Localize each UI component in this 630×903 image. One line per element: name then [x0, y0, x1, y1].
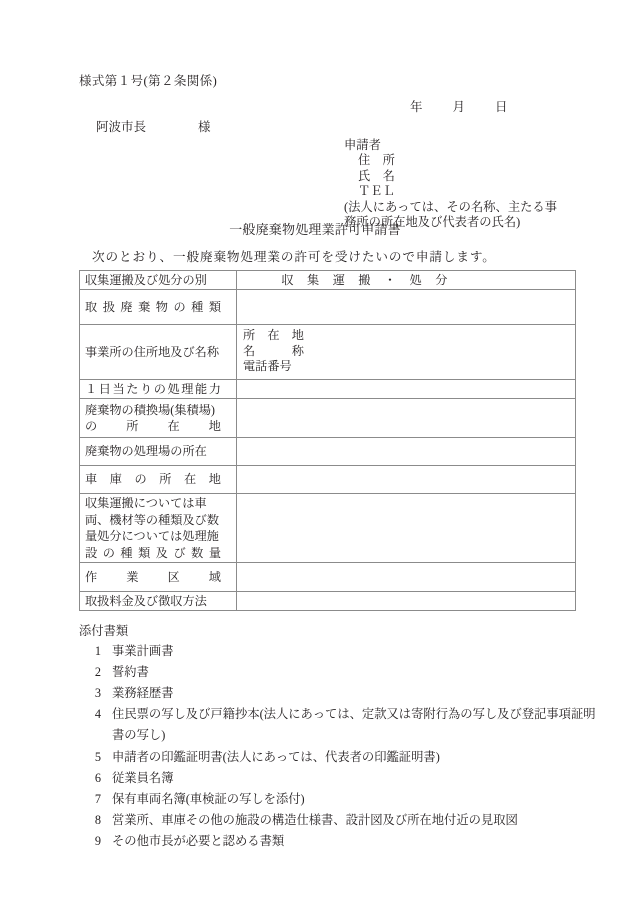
- row-value-daily-capacity[interactable]: [237, 380, 576, 399]
- row-label-waste-type: [80, 290, 237, 325]
- row-value-transfer-station-location[interactable]: [237, 399, 576, 438]
- applicant-note-line-2: 務所の所在地及び代表者の氏名): [344, 215, 521, 230]
- list-item-number: 1: [94, 643, 102, 658]
- list-item-number: 7: [94, 791, 102, 806]
- document-title: 一般廃棄物処理業許可申請書: [229, 222, 401, 237]
- table-row: [80, 466, 576, 494]
- list-item-text: 申請者の印鑑証明書(法人にあっては、代表者の印鑑証明書): [112, 749, 440, 764]
- list-item: [79, 831, 599, 852]
- applicant-name-label: 氏 名: [358, 168, 395, 183]
- applicant-note-line-1: (法人にあっては、その名称、主たる事: [344, 199, 558, 214]
- attachments-list: [79, 641, 599, 853]
- row-label-treatment-site-location: 廃棄物の処理場の所在: [80, 438, 237, 466]
- row-label-waste-type-text: 取 扱 廃 棄 物 の 種 類: [85, 299, 221, 314]
- attachments-section: [79, 622, 599, 853]
- list-item-number: 3: [94, 685, 102, 700]
- row-value-work-area[interactable]: [237, 563, 576, 592]
- table-row: [80, 592, 576, 611]
- list-item: [79, 810, 599, 831]
- table-row: [80, 563, 576, 592]
- table-row: [80, 399, 576, 438]
- list-item-number: 2: [94, 664, 102, 679]
- applicant-block: [344, 138, 557, 230]
- row-value-fees-collection-method[interactable]: [237, 592, 576, 611]
- row-label-daily-capacity-text: １ 日 当 た り の 処 理 能 力: [85, 381, 221, 396]
- list-item-number: 6: [94, 770, 102, 785]
- row-label-transfer-station-location-line2: の 所 在 地: [85, 419, 221, 433]
- addressee-honorific: 様: [198, 120, 211, 134]
- list-item-text: 営業所、車庫その他の施設の構造仕様書、設計図及び所在地付近の見取図: [112, 813, 518, 828]
- list-item: [79, 789, 599, 810]
- applicant-address-label: 住 所: [358, 153, 395, 168]
- table-row: [80, 290, 576, 325]
- attachments-heading: 添付書類: [79, 624, 129, 638]
- row-value-waste-type[interactable]: [237, 290, 576, 325]
- office-location-label: 所 在 地: [243, 328, 304, 343]
- list-item-text: 従業員名簿: [112, 770, 174, 785]
- row-value-garage-location[interactable]: [237, 466, 576, 494]
- list-item-text: 保有車両名簿(車検証の写しを添付): [112, 791, 305, 806]
- row-label-garage-location: [80, 466, 237, 494]
- row-label-vehicles-equipment-facilities-line4: 設 の 種 類 及 び 数 量: [85, 545, 221, 560]
- row-label-daily-capacity: [80, 380, 237, 399]
- addressee-name: 阿波市長: [96, 120, 147, 134]
- row-value-vehicles-equipment-facilities[interactable]: [237, 494, 576, 563]
- list-item-text: その他市長が必要と認める書類: [112, 834, 285, 849]
- date-line: [410, 97, 508, 115]
- list-item-number: 9: [94, 834, 102, 849]
- form-code: 様式第１号(第２条関係): [79, 74, 218, 88]
- lead-sentence: 次のとおり、一般廃棄物処理業の許可を受けたいので申請します。: [92, 250, 496, 264]
- application-table: [79, 270, 576, 611]
- list-item: [79, 641, 599, 662]
- list-item-number: 4: [94, 707, 102, 722]
- table-row: [80, 380, 576, 399]
- list-item-number: 5: [94, 749, 102, 764]
- row-label-garage-location-text: 車 庫 の 所 在 地: [85, 472, 221, 487]
- row-value-collection-disposal-type[interactable]: 収 集 運 搬 ・ 処 分: [237, 271, 576, 290]
- row-label-fees-collection-method: 取扱料金及び徴収方法: [80, 592, 237, 611]
- table-row: [80, 494, 576, 563]
- office-name-label: 名 称: [243, 343, 304, 358]
- date-year-label: 年: [410, 100, 423, 114]
- row-label-office-address-name: 事業所の住所地及び名称: [80, 325, 237, 380]
- office-phone-label: 電話番号: [243, 359, 292, 374]
- row-value-office-address-name[interactable]: [237, 325, 576, 380]
- table-row: [80, 325, 576, 380]
- row-label-work-area-text: 作 業 区 域: [85, 569, 221, 584]
- addressee-line: [96, 117, 211, 135]
- date-day-label: 日: [495, 100, 508, 114]
- applicant-tel-label: ＴＥＬ: [358, 184, 395, 199]
- date-month-label: 月: [452, 100, 466, 114]
- list-item-text: 事業計画書: [112, 643, 174, 658]
- applicant-heading: 申請者: [344, 138, 381, 152]
- row-label-work-area: [80, 563, 237, 592]
- list-item: [79, 768, 599, 789]
- list-item-number: 8: [94, 813, 102, 828]
- list-item: [79, 747, 599, 768]
- row-label-vehicles-equipment-facilities: 収集運搬については車 両、機材等の種類及び数 量処分については処理施 設 の 種 類 及 び 数 量: [80, 494, 237, 563]
- list-item: [79, 662, 599, 683]
- table-row: [80, 271, 576, 290]
- list-item-text: 住民票の写し及び戸籍抄本(法人にあっては、定款又は寄附行為の写し及び登記事項証明書の写し): [112, 707, 596, 743]
- table-row: [80, 438, 576, 466]
- list-item: [79, 704, 599, 746]
- row-label-transfer-station-location: 廃棄物の積換場(集積場) の 所 在 地: [80, 399, 237, 438]
- list-item: [79, 683, 599, 704]
- row-label-collection-disposal-type: 収集運搬及び処分の別: [80, 271, 237, 290]
- list-item-text: 業務経歴書: [112, 685, 174, 700]
- row-value-treatment-site-location[interactable]: [237, 438, 576, 466]
- list-item-text: 誓約書: [112, 664, 149, 679]
